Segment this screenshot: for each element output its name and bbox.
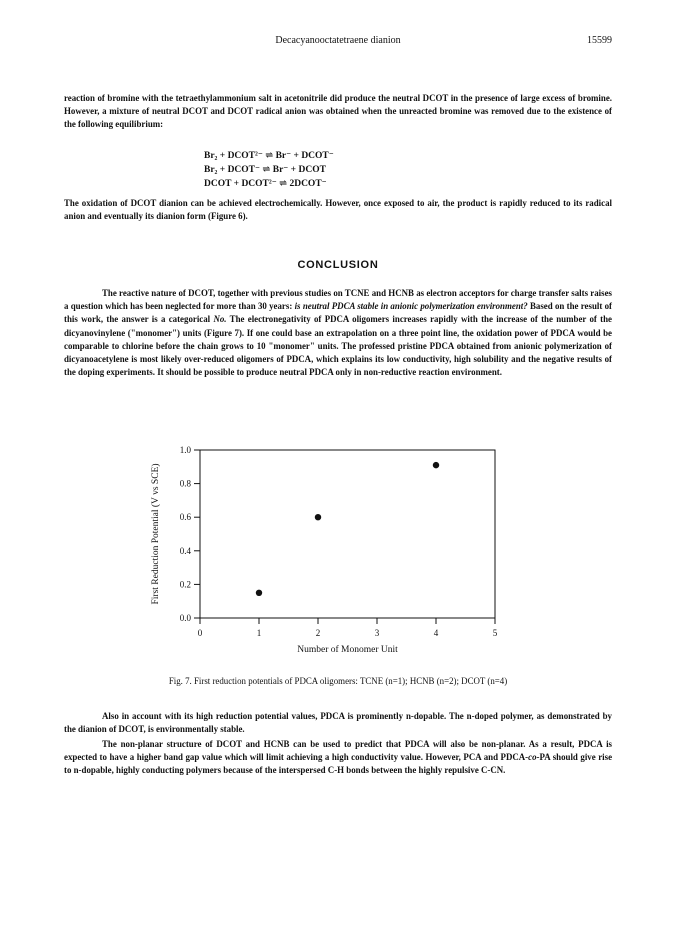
x-tick-label: 2	[315, 628, 321, 638]
data-point	[433, 462, 439, 468]
nonplanar-italic: co	[528, 752, 537, 763]
data-point	[256, 590, 262, 596]
x-tick-label: 5	[492, 628, 498, 638]
data-point	[315, 514, 321, 520]
oxidation-paragraph: The oxidation of DCOT dianion can be achieved electrochemically. However, once exposed to air, the product is rapidly reduced to its radical anion and eventually its dianion form (Figure 6).	[64, 198, 612, 222]
page-number: 15599	[587, 35, 612, 46]
y-tick-label: 0.8	[179, 478, 191, 489]
figure-7-chart	[140, 440, 540, 670]
x-tick-label: 1	[256, 628, 262, 638]
x-tick-label: 4	[433, 628, 439, 638]
nonplanar-text-1: The non-planar structure of DCOT and HCNB can be used to predict that PDCA will also be non-planar. As a result, PDCA is expected to have a higher band gap value which will limit achieving a high conductivity value. However, PCA and PDCA-	[64, 739, 612, 763]
conclusion-text-3: The electronegativity of PDCA oligomers increases rapidly with the increase of the number of the dicyanovinylene ("monomer") units (Figure 7). If one could base an extrapolation on a three point line, the oxidation power of PDCA would be comparable to chlorine before the chain grows to 10 "monomer" units. The professed pristine PDCA obtained from anionic polymerization of dicyanoacetylene is most likely over-reduced oligomers of PDCA, which explains its low conductivity, high solubility and the negative results of the doping experiments. It should be possible to produce neutral PDCA only in non-reductive reaction environment.	[64, 314, 612, 378]
conclusion-heading: CONCLUSION	[297, 259, 379, 271]
y-tick-label: 0.0	[179, 613, 191, 623]
y-axis-label: First Reduction Potential (V vs SCE)	[151, 463, 161, 605]
x-axis-label: Number of Monomer Unit	[297, 645, 398, 655]
running-head	[64, 34, 612, 48]
running-title: Decacyanooctatetraene dianion	[275, 35, 401, 46]
ndopable-paragraph: Also in account with its high reduction potential values, PDCA is prominently n-dopable. The n-doped polymer, as demonstrated by the dianion of DCOT, is environmentally stable.	[64, 711, 612, 735]
x-tick-label: 3	[374, 628, 380, 638]
y-tick-label: 0.6	[179, 512, 191, 523]
plot-frame	[200, 450, 495, 618]
nonplanar-text-2: -PA should give rise to n-dopable, highly conducting polymers because of the interspersed C-H bonds between the highly repulsive C-CN.	[64, 752, 613, 776]
equation-3: DCOT + DCOT²⁻ ⇌ 2DCOT⁻	[204, 179, 327, 189]
scatter-plot	[140, 440, 540, 670]
intro-paragraph: reaction of bromine with the tetraethylammonium salt in acetonitrile did produce the neutral DCOT in the presence of large excess of bromine. However, a mixture of neutral DCOT and DCOT radical anion was obtained when the unreacted bromine was removed due to the existence of the following equilibrium:	[64, 93, 612, 130]
conclusion-question: is neutral PDCA stable in anionic polymerization environment?	[294, 301, 528, 312]
y-tick-label: 0.4	[179, 545, 191, 556]
conclusion-text-2: Based on the result of this work, the answer is a categorical	[64, 301, 613, 325]
conclusion-paragraph	[64, 287, 612, 379]
conclusion-text-1: The reactive nature of DCOT, together with previous studies on TCNE and HCNB as electron acceptors for charge transfer salts raises a question which has been neglected for more than 30 years:	[64, 288, 612, 312]
x-tick-label: 0	[197, 628, 203, 638]
y-tick-label: 0.2	[179, 579, 191, 590]
figure-caption: Fig. 7. First reduction potentials of PDCA oligomers: TCNE (n=1); HCNB (n=2); DCOT (n=4)	[168, 676, 508, 686]
equation-2: Br₂ + DCOT⁻ ⇌ Br⁻ + DCOT	[204, 165, 326, 175]
equation-1: Br₂ + DCOT²⁻ ⇌ Br⁻ + DCOT⁻	[204, 151, 334, 161]
nonplanar-paragraph	[64, 738, 612, 778]
y-tick-label: 1.0	[179, 445, 191, 455]
conclusion-answer: No.	[213, 314, 227, 325]
